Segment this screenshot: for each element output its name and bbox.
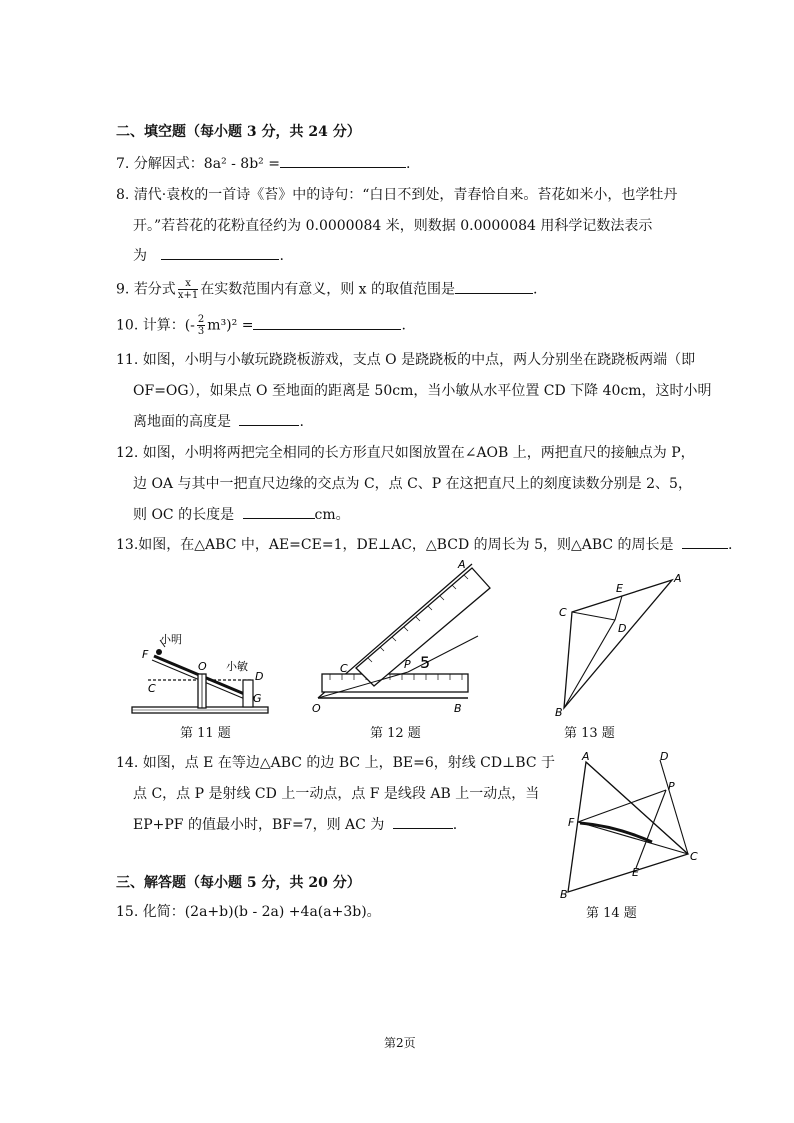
q9-frac-num: x — [178, 278, 198, 290]
q7-number: 7. — [116, 156, 130, 172]
q10-frac-den: 3 — [197, 326, 205, 337]
fig14-point-C: C — [690, 850, 698, 863]
q12-line3: 则 OC 的长度是 — [133, 507, 235, 523]
fig14-point-D: D — [660, 750, 669, 763]
q8-answer-blank[interactable] — [161, 247, 279, 260]
fig12-point-A: A — [458, 558, 466, 571]
q9-number: 9. — [116, 281, 130, 298]
q8-line3: 为 — [133, 248, 147, 264]
fig11-point-G: G — [253, 692, 262, 705]
q8-line1: 清代·袁枚的一首诗《苔》中的诗句：“白日不到处，青春恰自来。苔花如米小，也学牡丹 — [133, 187, 678, 203]
fig11-point-O: O — [198, 660, 207, 673]
fig12-mark-5: 5 — [420, 653, 431, 672]
question-7: 7. 分解因式：8a² - 8b² = . — [116, 156, 411, 172]
q9-pre: 若分式 — [133, 281, 176, 298]
q13-answer-blank[interactable] — [682, 536, 728, 549]
question-10: 10. 计算：(- $\frac{2}{3}$ m³)² = . — [116, 314, 406, 337]
q13-text: 如图，在△ABC 中，AE=CE=1，DE⊥AC，△BCD 的周长为 5，则△ABC 的周长是 — [138, 537, 674, 553]
q11-line3: 离地面的高度是 — [133, 414, 231, 430]
fig12-point-C: C — [340, 662, 348, 675]
q12-answer-blank[interactable] — [243, 506, 315, 519]
fig13-point-B: B — [555, 706, 563, 719]
figure-11-seesaw — [128, 630, 278, 722]
q9-answer-blank[interactable] — [455, 281, 533, 294]
fig12-point-P: P — [404, 658, 411, 671]
question-15 — [116, 903, 381, 921]
fig13-point-E: E — [616, 582, 623, 595]
question-11-line1 — [116, 351, 695, 369]
q9-post: 在实数范围内有意义，则 x 的取值范围是 — [200, 281, 455, 298]
figure-14-caption: 第 14 题 — [586, 906, 637, 921]
q12-line2: 边 OA 与其中一把直尺边缘的交点为 C，点 C、P 在这把直尺上的刻度读数分别是 2、5， — [133, 476, 692, 492]
question-14-line3: EP+PF 的值最小时，BF=7，则 AC 为 . — [133, 817, 458, 833]
q15-text: 化简：(2a+b)(b - 2a) +4a(a+3b)。 — [142, 904, 381, 920]
q11-answer-blank[interactable] — [239, 413, 299, 426]
q10-number: 10. — [116, 317, 139, 334]
q7-text: 分解因式：8a² - 8b² = — [133, 156, 280, 172]
figure-12-caption: 第 12 题 — [370, 726, 421, 741]
q14-line3: EP+PF 的值最小时，BF=7，则 AC 为 — [133, 817, 385, 833]
fig14-point-E: E — [632, 866, 639, 879]
q12-line1: 如图，小明将两把完全相同的长方形直尺如图放置在∠AOB 上，两把直尺的接触点为 P， — [142, 445, 695, 461]
figure-11-caption: 第 11 题 — [180, 726, 231, 741]
fig11-label-xiaomin: 小敏 — [226, 660, 248, 673]
q11-number: 11. — [116, 352, 139, 368]
fig14-point-B: B — [560, 888, 568, 901]
question-13: 13.如图，在△ABC 中，AE=CE=1，DE⊥AC，△BCD 的周长为 5，则△ABC 的周长是 . — [116, 537, 733, 553]
section-heading-solve: 三、解答题（每小题 5 分，共 20 分） — [116, 875, 361, 891]
question-14-line1 — [116, 754, 555, 772]
q10-answer-blank[interactable] — [253, 317, 401, 330]
question-8-line3: 为 . — [133, 248, 284, 264]
q11-line2: OF=OG），如果点 O 至地面的距离是 50cm，当小敏从水平位置 CD 下降 40cm，这时小明 — [133, 383, 712, 399]
question-11-line3: 离地面的高度是 . — [133, 414, 304, 430]
q10-pre: 计算：(- — [142, 317, 195, 334]
q14-line1: 如图，点 E 在等边△ABC 的边 BC 上，BE=6，射线 CD⊥BC 于 — [142, 755, 555, 771]
q12-unit: cm。 — [314, 507, 350, 523]
question-9: 9. 若分式 $\frac{x}{x+1}$ 在实数范围内有意义，则 x 的取值范围是 . — [116, 278, 538, 301]
figure-13-caption: 第 13 题 — [564, 726, 615, 741]
fig11-point-C: C — [148, 682, 156, 695]
fig11-point-F: F — [142, 648, 149, 661]
fig13-point-C: C — [559, 606, 567, 619]
q9-frac-den: x+1 — [177, 290, 199, 301]
figure-14-triangle — [556, 750, 706, 900]
q15-number: 15. — [116, 904, 139, 920]
fig13-point-D: D — [618, 622, 627, 635]
q9-fraction — [178, 278, 198, 301]
q14-line2: 点 C，点 P 是射线 CD 上一动点，点 F 是线段 AB 上一动点，当 — [133, 786, 540, 802]
q12-number: 12. — [116, 445, 139, 461]
page-number: 第2页 — [384, 1036, 416, 1050]
q13-number: 13. — [116, 537, 139, 553]
q10-frac-num: 2 — [197, 314, 205, 325]
fig14-point-F: F — [568, 816, 575, 829]
fig12-point-B: B — [454, 702, 462, 715]
section-heading-fill-in: 二、填空题（每小题 3 分，共 24 分） — [116, 124, 361, 140]
q14-number: 14. — [116, 755, 139, 771]
question-8-line1 — [116, 186, 677, 204]
fig11-point-D: D — [255, 670, 264, 683]
fig14-point-P: P — [668, 780, 675, 793]
fig12-point-O: O — [312, 702, 321, 715]
q10-mid: m³)² = — [207, 317, 254, 334]
fig13-point-A: A — [674, 572, 682, 585]
q8-line2: 开。”若苔花的花粉直径约为 0.0000084 米，则数据 0.0000084 用科学记数法表示 — [133, 218, 653, 234]
figure-12-rulers — [308, 556, 488, 716]
q14-answer-blank[interactable] — [393, 816, 453, 829]
figure-13-triangle — [550, 570, 680, 718]
q7-answer-blank[interactable] — [280, 155, 406, 168]
fig14-point-A: A — [582, 750, 590, 763]
q10-fraction — [197, 314, 205, 337]
question-12-line3 — [133, 506, 350, 524]
fig11-label-xiaoming: 小明 — [160, 633, 182, 646]
question-12-line1 — [116, 444, 695, 462]
q11-line1: 如图，小明与小敏玩跷跷板游戏，支点 O 是跷跷板的中点，两人分别坐在跷跷板两端（即 — [142, 352, 696, 368]
q8-number: 8. — [116, 187, 130, 203]
